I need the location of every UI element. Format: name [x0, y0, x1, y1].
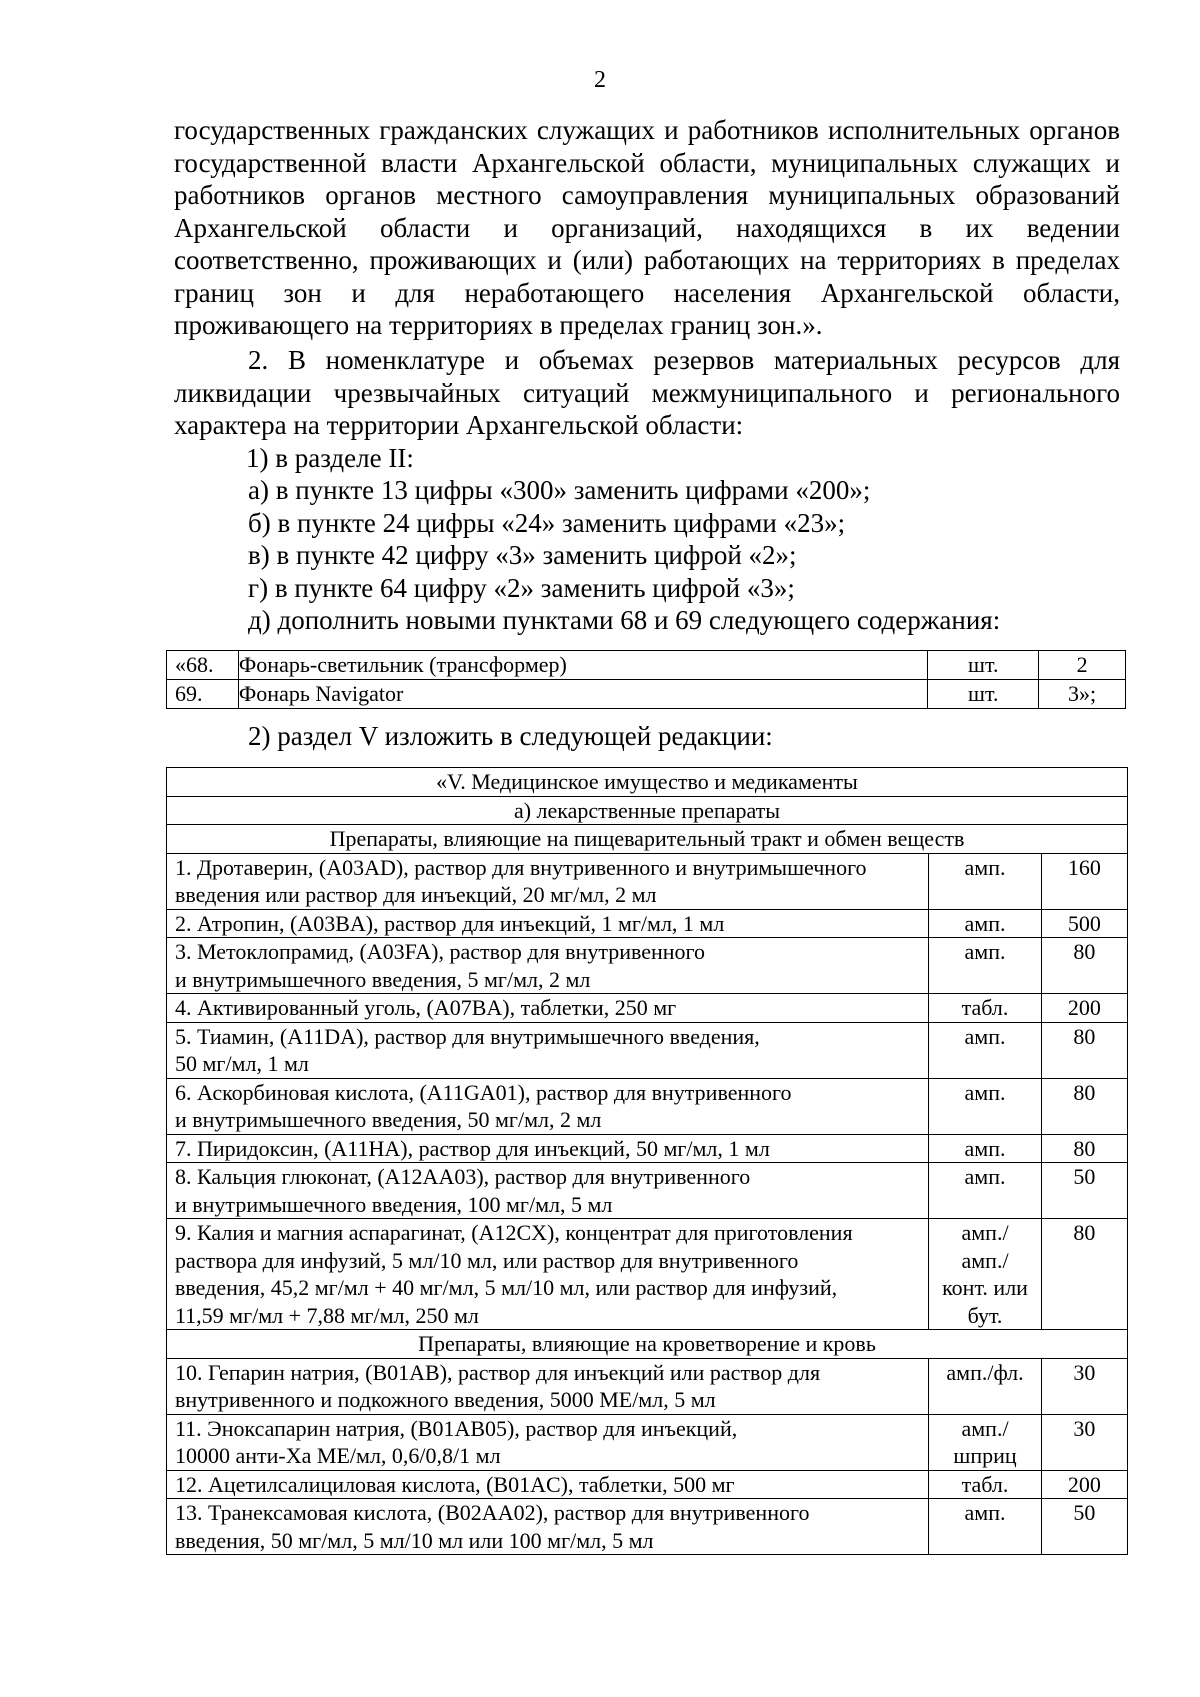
- drug-description: [167, 1022, 929, 1078]
- unit-line: амп.: [964, 1164, 1006, 1189]
- drug-quantity: 80: [1041, 1219, 1127, 1330]
- unit-line: амп.: [964, 910, 1006, 936]
- table-row: [167, 853, 1128, 909]
- unit-line: шприц: [953, 1443, 1017, 1468]
- drug-description: [167, 1219, 929, 1330]
- drug-description: [167, 1414, 929, 1470]
- unit-line: бут.: [967, 1302, 1003, 1328]
- item-unit: шт.: [928, 651, 1039, 680]
- page-number: 2: [594, 67, 606, 93]
- item-a: а) в пункте 13 цифры «300» заменить цифрами «200»;: [248, 475, 871, 505]
- description-line: введения или раствор для инъекций, 20 мг/мл, 2 мл: [175, 882, 657, 907]
- drug-unit: [929, 1219, 1041, 1330]
- item-number: 69.: [167, 680, 239, 709]
- table-row: [167, 651, 1126, 680]
- unit-line: амп./: [961, 1415, 1009, 1441]
- table-subtitle-row: [167, 796, 1128, 825]
- intro-paragraph: государственных гражданских служащих и работников исполнительных органов государственной власти Архангельской области, муниципальных служащих и работников органов местного самоуправления муниципальных образований Архангельской области и организаций, находящихся в их ведении соответственно, проживающих и (или) работающих на территориях в пределах границ зон и для неработающего населения Архангельской области, проживающего на территориях в пределах границ зон.».: [174, 115, 1120, 340]
- drug-description: [167, 1499, 929, 1555]
- drug-description: [167, 1134, 929, 1163]
- unit-line: табл.: [961, 1471, 1009, 1497]
- unit-line: амп.: [964, 939, 1006, 964]
- medical-supplies-table: [166, 767, 1128, 1555]
- description-line: 11,59 мг/мл + 7,88 мг/мл, 250 мл: [175, 1302, 479, 1328]
- unit-line: амп./: [961, 1220, 1009, 1245]
- description-line: 13. Транексамовая кислота, (B02AA02), раствор для внутривенного: [175, 1500, 810, 1525]
- drug-description: [167, 853, 929, 909]
- description-line: введения, 45,2 мг/мл + 40 мг/мл, 5 мл/10 мл, или раствор для инфузий,: [175, 1275, 838, 1300]
- description-line: 9. Калия и магния аспарагинат, (A12CX), концентрат для приготовления: [175, 1220, 853, 1245]
- section-title: «V. Медицинское имущество и медикаменты: [167, 768, 1128, 797]
- drug-unit: [929, 1134, 1041, 1163]
- drug-quantity: 80: [1041, 938, 1127, 994]
- item-section-2: 1) в разделе II:: [246, 443, 414, 473]
- drug-description: [167, 1078, 929, 1134]
- description-line: 3. Метоклопрамид, (A03FA), раствор для внутривенного: [175, 939, 706, 964]
- drug-description: [167, 1470, 929, 1499]
- item-v: в) в пункте 42 цифру «3» заменить цифрой «2»;: [248, 540, 797, 570]
- unit-line: амп.: [964, 1023, 1006, 1049]
- description-line: и внутримышечного введения, 100 мг/мл, 5 мл: [175, 1191, 613, 1217]
- table-row: [167, 1163, 1128, 1219]
- drug-quantity: 80: [1041, 1078, 1127, 1134]
- drug-description: [167, 909, 929, 938]
- item-unit: шт.: [928, 680, 1039, 709]
- table-row: [167, 1470, 1128, 1499]
- drug-unit: [929, 1499, 1041, 1555]
- group-heading: Препараты, влияющие на кроветворение и кровь: [167, 1330, 1128, 1359]
- item-2-heading: 2) раздел V изложить в следующей редакции:: [248, 721, 773, 751]
- drug-description: [167, 1163, 929, 1219]
- description-line: внутривенного и подкожного введения, 5000 МЕ/мл, 5 мл: [175, 1387, 716, 1412]
- item-quantity: 3»;: [1039, 680, 1126, 709]
- new-items-table: [166, 650, 1126, 709]
- description-line: и внутримышечного введения, 5 мг/мл, 2 мл: [175, 966, 591, 992]
- table-row: [167, 994, 1128, 1023]
- table-row: [167, 1022, 1128, 1078]
- drug-quantity: 50: [1041, 1163, 1127, 1219]
- description-line: 5. Тиамин, (A11DA), раствор для внутримышечного введения,: [175, 1023, 760, 1049]
- unit-line: амп.: [964, 1135, 1006, 1161]
- table-row: [167, 909, 1128, 938]
- description-line: введения, 50 мг/мл, 5 мл/10 мл или 100 мг/мл, 5 мл: [175, 1527, 654, 1553]
- item-name: Фонарь-светильник (трансформер): [238, 651, 927, 680]
- item-g: г) в пункте 64 цифру «2» заменить цифрой «3»;: [248, 573, 795, 603]
- table-row: [167, 680, 1126, 709]
- drug-unit: [929, 1358, 1041, 1414]
- item-d: д) дополнить новыми пунктами 68 и 69 следующего содержания:: [248, 605, 1001, 635]
- table-row: [167, 1358, 1128, 1414]
- item-number: «68.: [167, 651, 239, 680]
- drug-unit: [929, 1078, 1041, 1134]
- description-line: 6. Аскорбиновая кислота, (A11GA01), раствор для внутривенного: [175, 1079, 792, 1105]
- drug-unit: [929, 938, 1041, 994]
- unit-line: амп.: [964, 1500, 1006, 1525]
- drug-quantity: 80: [1041, 1022, 1127, 1078]
- table-row: [167, 1219, 1128, 1330]
- drug-quantity: 30: [1041, 1358, 1127, 1414]
- point-2-paragraph: 2. В номенклатуре и объемах резервов материальных ресурсов для ликвидации чрезвычайных ситуаций межмуниципального и регионального характера на территории Архангельской области:: [174, 345, 1120, 440]
- drug-quantity: 50: [1041, 1499, 1127, 1555]
- description-line: 10. Гепарин натрия, (B01AB), раствор для инъекций или раствор для: [175, 1359, 821, 1385]
- description-line: 12. Ацетилсалициловая кислота, (B01AC), таблетки, 500 мг: [175, 1471, 735, 1497]
- table-section-title-row: [167, 768, 1128, 797]
- drug-quantity: 30: [1041, 1414, 1127, 1470]
- unit-line: табл.: [961, 995, 1009, 1020]
- description-line: 8. Кальция глюконат, (A12AA03), раствор для внутривенного: [175, 1164, 751, 1189]
- description-line: раствора для инфузий, 5 мл/10 мл, или раствор для внутривенного: [175, 1247, 799, 1273]
- drug-quantity: 500: [1041, 909, 1127, 938]
- description-line: и внутримышечного введения, 50 мг/мл, 2 мл: [175, 1107, 602, 1132]
- table-row: [167, 1078, 1128, 1134]
- table-row: [167, 938, 1128, 994]
- description-line: 10000 анти-Ха МЕ/мл, 0,6/0,8/1 мл: [175, 1443, 501, 1468]
- group-heading: Препараты, влияющие на пищеварительный тракт и обмен веществ: [167, 825, 1128, 854]
- drug-unit: [929, 1414, 1041, 1470]
- item-b: б) в пункте 24 цифры «24» заменить цифрами «23»;: [248, 508, 846, 538]
- table-group-row: [167, 825, 1128, 854]
- drug-quantity: 160: [1041, 853, 1127, 909]
- drug-description: [167, 1358, 929, 1414]
- unit-line: амп./: [961, 1247, 1009, 1273]
- description-line: 7. Пиридоксин, (A11HA), раствор для инъекций, 50 мг/мл, 1 мл: [175, 1135, 770, 1161]
- description-line: 1. Дротаверин, (A03AD), раствор для внутривенного и внутримышечного: [175, 854, 867, 880]
- unit-line: амп.: [964, 854, 1006, 880]
- section-subtitle: а) лекарственные препараты: [167, 796, 1128, 825]
- item-name: Фонарь Navigator: [238, 680, 927, 709]
- drug-unit: [929, 1470, 1041, 1499]
- table-row: [167, 1414, 1128, 1470]
- unit-line: амп.: [964, 1079, 1006, 1105]
- drug-unit: [929, 994, 1041, 1023]
- description-line: 11. Эноксапарин натрия, (B01AB05), раствор для инъекций,: [175, 1415, 738, 1441]
- drug-quantity: 200: [1041, 1470, 1127, 1499]
- drug-description: [167, 994, 929, 1023]
- drug-quantity: 200: [1041, 994, 1127, 1023]
- description-line: 2. Атропин, (A03BA), раствор для инъекций, 1 мг/мл, 1 мл: [175, 910, 725, 936]
- table-row: [167, 1134, 1128, 1163]
- unit-line: амп./фл.: [946, 1359, 1024, 1385]
- table-group-row: [167, 1330, 1128, 1359]
- drug-unit: [929, 853, 1041, 909]
- drug-unit: [929, 909, 1041, 938]
- unit-line: конт. или: [942, 1275, 1028, 1300]
- description-line: 50 мг/мл, 1 мл: [175, 1051, 309, 1076]
- description-line: 4. Активированный уголь, (A07BA), таблетки, 250 мг: [175, 995, 677, 1020]
- item-quantity: 2: [1039, 651, 1126, 680]
- table-row: [167, 1499, 1128, 1555]
- drug-unit: [929, 1163, 1041, 1219]
- drug-quantity: 80: [1041, 1134, 1127, 1163]
- drug-unit: [929, 1022, 1041, 1078]
- drug-description: [167, 938, 929, 994]
